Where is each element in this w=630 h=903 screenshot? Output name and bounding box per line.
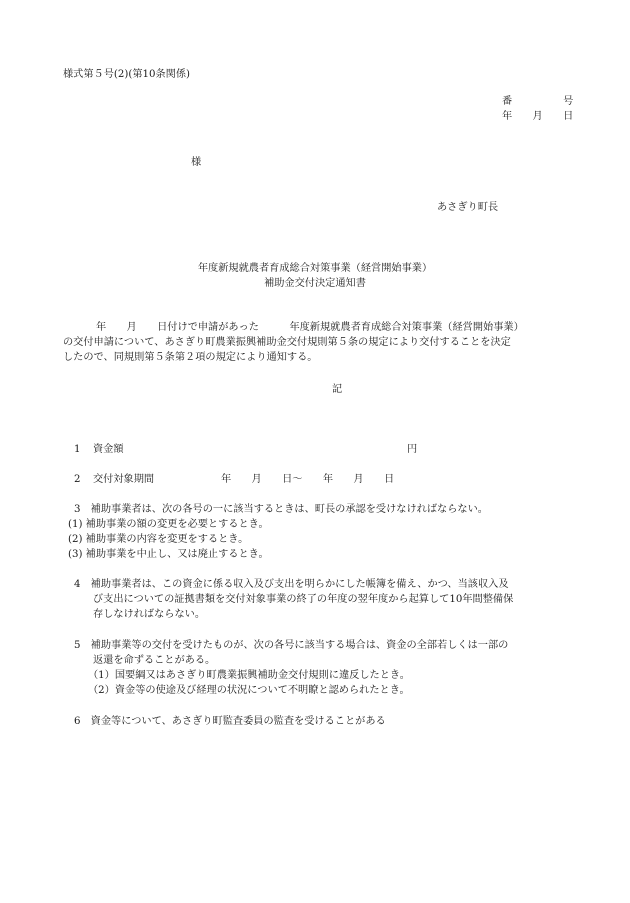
document-title-line2: 補助金交付決定通知書 [264,278,366,289]
item5-line2: 返還を命ずることがある。 [93,655,216,666]
body-line-2: の交付申請について、あさぎり町農業振興補助金交付規則第５条の規定により交付することを決定 [63,337,511,348]
item3-sub2: (2) 補助事業の内容を変更をするとき。 [68,534,249,545]
item1-unit: 円 [407,444,418,455]
item2-label: 交付対象期間 [93,474,155,485]
addressee-sama: 様 [191,157,202,168]
sender-name: あさぎり町長 [437,202,499,213]
document-date-line: 年 月 日 [502,111,574,122]
item5-sub1: （1）国要綱又はあさぎり町農業振興補助金交付規則に違反したとき。 [88,670,410,681]
item5-sub2: （2）資金等の使途及び経理の状況について不明瞭と認められたとき。 [88,685,410,696]
item4-line2: び支出についての証拠書類を交付対象事業の終了の年度の翌年度から起算して10年間整備保 [93,594,514,605]
item4-line3: 存しなければならない。 [93,609,206,620]
item5-line1: 5 補助事業等の交付を受けたものが、次の各号に該当する場合は、資金の全部若しくは一部の [74,640,509,651]
item2-period: 年 月 日〜 年 月 日 [221,474,395,485]
form-label: 様式第５号(2)(第10条関係) [63,69,191,80]
item4-line1: 4 補助事業者は、この資金に係る収入及び支出を明らかにした帳簿を備え、かつ、当該収入及 [74,579,509,590]
item3-main: 3 補助事業者は、次の各号の一に該当するときは、町長の承認を受けなければならない。 [74,504,488,515]
item2-number: 2 [74,474,81,485]
item1-number: 1 [74,444,81,455]
document-title-line1: 年度新規就農者育成総合対策事業（経営開始事業） [197,263,433,274]
item6-line: 6 資金等について、あさぎり町監査委員の監査を受けることがある [74,716,386,727]
item1-label: 資金額 [93,444,124,455]
body-line-3: したので、同規則第５条第２項の規定により通知する。 [63,352,318,363]
item3-sub3: (3) 補助事業を中止し、又は廃止するとき。 [68,549,269,560]
item3-sub1: (1) 補助事業の額の変更を必要とするとき。 [68,519,269,530]
document-number-line: 番 号 [502,96,574,107]
body-line-1: 年 月 日付けで申請があった 年度新規就農者育成総合対策事業（経営開始事業） [96,322,524,333]
ki-mark: 記 [332,384,343,395]
